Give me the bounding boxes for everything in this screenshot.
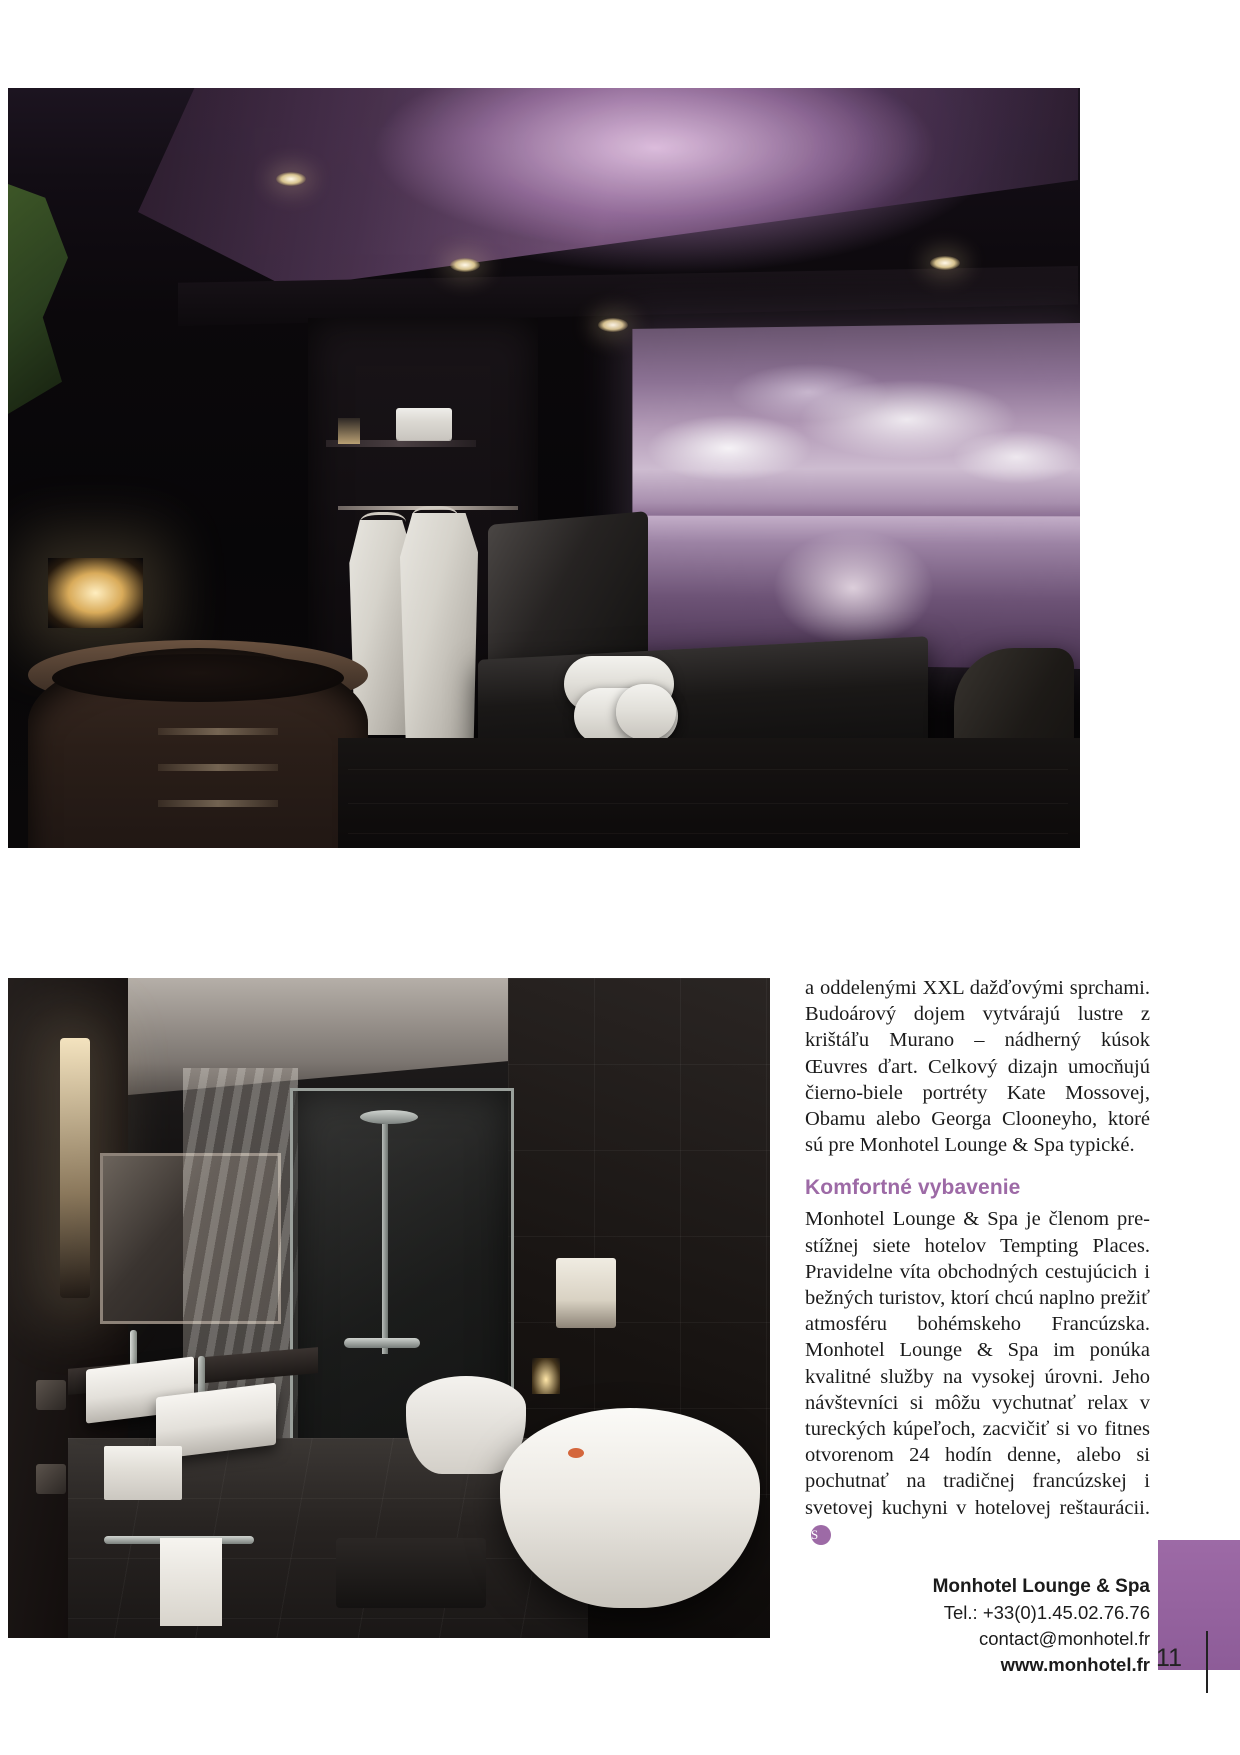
floor-plank-line: [348, 803, 1068, 804]
contact-email[interactable]: contact@monhotel.fr: [979, 1628, 1150, 1650]
contact-website[interactable]: www.monhotel.fr: [1000, 1654, 1150, 1676]
bathroom-photo: [8, 978, 770, 1638]
floor-area: [338, 738, 1080, 848]
article-text-column: [805, 975, 1150, 1678]
floor-plank-line: [348, 769, 1068, 770]
sea-panorama-lightbox: [632, 323, 1080, 669]
hand-towel: [160, 1538, 222, 1626]
contact-phone: Tel.: +33(0)1.45.02.76.76: [943, 1602, 1150, 1624]
candle-group: [556, 1258, 616, 1328]
section-heading: Komfortné vybavenie: [805, 1176, 1021, 1200]
ceiling-spotlight: [598, 318, 628, 332]
bath-mat: [336, 1538, 486, 1608]
bathrobe: [400, 513, 478, 758]
shower-riser: [382, 1124, 388, 1354]
contact-name: Monhotel Lounge & Spa: [932, 1576, 1150, 1598]
barrel-band: [158, 728, 278, 735]
folded-towels: [396, 408, 452, 440]
rolled-towel: [616, 684, 676, 740]
hero-photo-spa-room: [8, 88, 1080, 848]
barrel-band: [158, 800, 278, 807]
article-paragraph-amenities-text: Monhotel Lounge & Spa je členom prestížnej siete hotelov Tempting Places. Pravidelne víta obchodných cestujúcich i bežných turistov, ktorí chcú naplno prežiť atmosféru bohémskeho Francúzska. Monhotel Lounge & Spa im ponúka kvalitné služby na vysokej úrovni. Jeho návštevníci si môžu vychutnať relax v tureckých kúpeľoch, zacvičiť si vo fitnes otvorenom 24 hodín denne, alebo si pochutnať na tradičnej francúzskej i svetovej kuchyni v hotelovej reštaurácii.: [805, 1208, 1150, 1519]
sun-glint-detail: [773, 530, 935, 647]
contact-block: [805, 1573, 1150, 1678]
bath-accessory: [568, 1448, 584, 1458]
rain-shower-head: [360, 1110, 418, 1124]
floor-plank-line: [348, 833, 1068, 834]
ceiling-spotlight: [930, 256, 960, 270]
wall-light: [60, 1038, 90, 1298]
wooden-tub-interior: [52, 654, 344, 702]
warm-lamp-glow: [48, 558, 143, 628]
clouds-detail: [632, 344, 1080, 510]
massage-table-backrest: [488, 511, 648, 675]
folio-rule: [1206, 1631, 1208, 1693]
light-switch: [36, 1380, 66, 1410]
article-paragraph-amenities: [805, 1206, 1150, 1547]
candle-flame: [532, 1358, 560, 1394]
end-of-article-mark: S: [811, 1525, 831, 1545]
ceiling-spotlight: [276, 172, 306, 186]
light-switch: [36, 1464, 66, 1494]
ceiling-spotlight: [450, 258, 480, 272]
article-paragraph-continued: a oddelenými XXL dažďovými sprchami. Budoárový dojem vytvárajú lustre z krištáľu Murano – nádherný kúsok Œuvres ďart. Celkový dizajn umocňujú čierno-biele portréty Kate Mossovej, Obamu alebo Georga Clooneyho, ktoré sú pre Monhotel Lounge & Spa typické.: [805, 977, 1150, 1157]
reed-diffuser: [338, 418, 360, 444]
barrel-band: [158, 764, 278, 771]
shower-mixer-bar: [344, 1338, 420, 1348]
folded-towels: [104, 1446, 182, 1500]
page-number: 11: [1156, 1644, 1182, 1672]
